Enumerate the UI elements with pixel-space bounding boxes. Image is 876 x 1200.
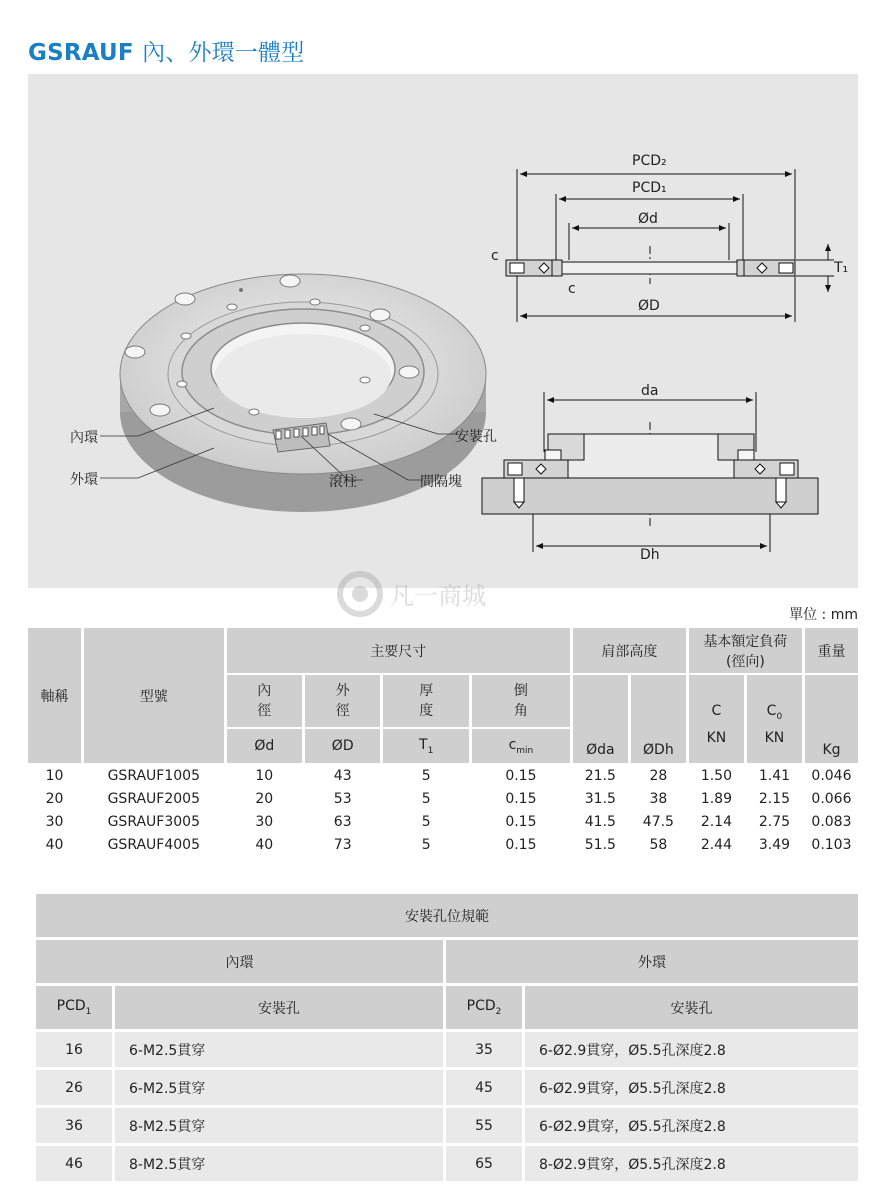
dim-c-inner: c bbox=[568, 281, 576, 297]
section-view-top bbox=[517, 169, 834, 322]
model-subtitle: 內、外環一體型 bbox=[142, 40, 305, 66]
unit-label: 單位 : mm bbox=[789, 607, 858, 623]
cell-kg: 0.046 bbox=[811, 767, 852, 784]
cell-D: 53 bbox=[333, 790, 352, 807]
header-sym-c-sub: min bbox=[516, 745, 534, 756]
header-sym-c-letter: c bbox=[508, 736, 517, 753]
cell-pcd2: 45 bbox=[446, 1070, 522, 1105]
cell-C: 1.89 bbox=[700, 790, 732, 807]
watermark-logo bbox=[330, 564, 560, 630]
cell-c: 0.15 bbox=[505, 767, 537, 784]
cell-outer-hole: 6-Ø2.9貫穿，Ø5.5孔深度2.8 bbox=[525, 1108, 858, 1143]
cell-d: 40 bbox=[255, 836, 274, 853]
header-C-symbol: C bbox=[711, 703, 722, 719]
header-model: 型號 bbox=[84, 628, 224, 763]
cell-pcd2: 55 bbox=[446, 1108, 522, 1143]
header-inner-char1: 內 bbox=[257, 683, 272, 699]
cell-model: GSRAUF1005 bbox=[107, 767, 200, 784]
table-row bbox=[28, 788, 858, 809]
dim-c-left: c bbox=[491, 248, 499, 264]
header-outer-char1: 外 bbox=[335, 683, 350, 699]
cell-d: 30 bbox=[255, 813, 274, 830]
header-pcd1 bbox=[36, 986, 112, 1029]
header-chamfer bbox=[472, 675, 570, 727]
cell-model: GSRAUF4005 bbox=[107, 836, 200, 853]
cell-dh: 38 bbox=[649, 790, 668, 807]
dim-d: Ød bbox=[638, 211, 658, 227]
cell-shaft: 20 bbox=[45, 790, 64, 807]
header-shoulder: 肩部高度 bbox=[573, 628, 686, 673]
header-outer-ring: 外環 bbox=[446, 940, 858, 983]
callout-roller: 滾柱 bbox=[329, 474, 357, 490]
dim-dh: Dh bbox=[640, 547, 660, 563]
spec-table bbox=[25, 626, 861, 857]
header-thickness bbox=[383, 675, 469, 727]
cell-outer-hole: 6-Ø2.9貫穿，Ø5.5孔深度2.8 bbox=[525, 1070, 858, 1105]
cell-D: 73 bbox=[333, 836, 352, 853]
table-row bbox=[28, 765, 858, 786]
hole-table-title: 安裝孔位規範 bbox=[36, 894, 858, 937]
model-name: GSRAUF bbox=[28, 40, 134, 66]
header-load-line2: (徑向) bbox=[725, 653, 765, 670]
cell-D: 43 bbox=[333, 767, 352, 784]
callout-inner-ring: 內環 bbox=[70, 430, 98, 446]
cell-da: 41.5 bbox=[584, 813, 616, 830]
header-sym-D: ØD bbox=[305, 729, 380, 763]
header-pcd2-text: PCD bbox=[466, 998, 496, 1015]
cell-C0: 1.41 bbox=[758, 767, 791, 784]
cell-model: GSRAUF3005 bbox=[107, 813, 200, 830]
header-pcd2 bbox=[446, 986, 522, 1029]
header-C0-letter: C bbox=[766, 703, 777, 719]
header-inner-char2: 徑 bbox=[257, 703, 272, 719]
header-C0-sub: 0 bbox=[776, 711, 783, 722]
header-shaft: 軸稱 bbox=[28, 628, 81, 763]
callout-outer-ring: 外環 bbox=[70, 472, 98, 488]
header-thick-char2: 度 bbox=[419, 703, 434, 719]
cell-c: 0.15 bbox=[505, 790, 537, 807]
header-sym-T-letter: T bbox=[419, 736, 428, 753]
header-weight: 重量 bbox=[805, 628, 858, 673]
cell-pcd1: 46 bbox=[36, 1146, 112, 1181]
header-C0-symbol bbox=[747, 692, 802, 730]
dim-pcd2: PCD₂ bbox=[632, 153, 667, 169]
cell-inner-hole: 6-M2.5貫穿 bbox=[115, 1032, 443, 1067]
cell-inner-hole: 8-M2.5貫穿 bbox=[115, 1146, 443, 1181]
header-load bbox=[689, 628, 802, 673]
header-pcd2-sub: 2 bbox=[495, 1006, 502, 1017]
cell-D: 63 bbox=[333, 813, 352, 830]
cell-model: GSRAUF2005 bbox=[107, 790, 200, 807]
cell-inner-hole: 6-M2.5貫穿 bbox=[115, 1070, 443, 1105]
cell-shaft: 30 bbox=[45, 813, 64, 830]
header-C-unit: KN bbox=[706, 730, 727, 746]
section-view-top-body bbox=[506, 260, 795, 276]
cell-T1: 5 bbox=[421, 790, 431, 807]
cell-kg: 0.066 bbox=[811, 790, 852, 807]
header-dh: ØDh bbox=[631, 675, 686, 763]
cell-kg: 0.083 bbox=[811, 813, 852, 830]
cell-kg: 0.103 bbox=[811, 836, 852, 853]
cell-dh: 58 bbox=[649, 836, 668, 853]
cell-outer-hole: 8-Ø2.9貫穿，Ø5.5孔深度2.8 bbox=[525, 1146, 858, 1181]
header-pcd1-text: PCD bbox=[56, 998, 86, 1015]
cell-C0: 2.75 bbox=[758, 813, 791, 830]
page-title bbox=[28, 34, 304, 67]
cell-T1: 5 bbox=[421, 767, 431, 784]
dim-D: ØD bbox=[638, 298, 660, 314]
callout-spacer: 間隔塊 bbox=[420, 474, 462, 490]
header-C0 bbox=[747, 675, 802, 763]
cell-dh: 28 bbox=[649, 767, 668, 784]
cell-pcd1: 16 bbox=[36, 1032, 112, 1067]
header-main-dims: 主要尺寸 bbox=[227, 628, 570, 673]
header-chamfer-char1: 倒 bbox=[513, 683, 528, 699]
cell-T1: 5 bbox=[421, 836, 431, 853]
header-inner-ring: 內環 bbox=[36, 940, 443, 983]
cell-C0: 2.15 bbox=[758, 790, 791, 807]
cell-shaft: 40 bbox=[45, 836, 64, 853]
cell-da: 51.5 bbox=[584, 836, 616, 853]
table-row bbox=[36, 1032, 858, 1067]
cell-c: 0.15 bbox=[505, 836, 537, 853]
header-sym-c bbox=[472, 729, 570, 763]
cell-shaft: 10 bbox=[45, 767, 64, 784]
bearing-figure bbox=[28, 74, 858, 588]
bearing-drawing bbox=[28, 74, 858, 588]
cell-pcd2: 35 bbox=[446, 1032, 522, 1067]
cell-dh: 47.5 bbox=[642, 813, 674, 830]
table-row bbox=[36, 1108, 858, 1143]
cell-T1: 5 bbox=[421, 813, 431, 830]
header-C bbox=[689, 675, 744, 763]
header-sym-d: Ød bbox=[227, 729, 302, 763]
mounting-hole-table bbox=[33, 891, 861, 1184]
cell-pcd1: 36 bbox=[36, 1108, 112, 1143]
cell-C: 2.44 bbox=[700, 836, 732, 853]
header-load-line1: 基本額定負荷 bbox=[703, 633, 788, 650]
header-inner-diameter bbox=[227, 675, 302, 727]
cell-outer-hole: 6-Ø2.9貫穿，Ø5.5孔深度2.8 bbox=[525, 1032, 858, 1067]
cell-c: 0.15 bbox=[505, 813, 537, 830]
cell-pcd1: 26 bbox=[36, 1070, 112, 1105]
table-row bbox=[36, 1070, 858, 1105]
cell-inner-hole: 8-M2.5貫穿 bbox=[115, 1108, 443, 1143]
cell-d: 10 bbox=[255, 767, 274, 784]
header-sym-T bbox=[383, 729, 469, 763]
header-da: Øda bbox=[573, 675, 628, 763]
table-row bbox=[36, 1146, 858, 1181]
header-kg: Kg bbox=[805, 675, 858, 763]
dim-t1: T₁ bbox=[834, 260, 849, 276]
dim-pcd1: PCD₁ bbox=[632, 180, 667, 196]
cell-d: 20 bbox=[255, 790, 274, 807]
header-thick-char1: 厚 bbox=[419, 683, 434, 699]
dim-da: da bbox=[641, 383, 659, 399]
header-sym-T-sub: 1 bbox=[427, 745, 434, 756]
cell-da: 31.5 bbox=[584, 790, 616, 807]
cell-pcd2: 65 bbox=[446, 1146, 522, 1181]
section-view-bottom-body bbox=[482, 434, 818, 514]
header-outer-char2: 徑 bbox=[335, 703, 350, 719]
header-inner-hole: 安裝孔 bbox=[115, 986, 443, 1029]
header-outer-hole: 安裝孔 bbox=[525, 986, 858, 1029]
watermark-text: 凡一商城 bbox=[390, 582, 486, 610]
header-outer-diameter bbox=[305, 675, 380, 727]
table-row bbox=[28, 834, 858, 855]
cell-C: 2.14 bbox=[700, 813, 732, 830]
cell-da: 21.5 bbox=[584, 767, 616, 784]
header-chamfer-char2: 角 bbox=[513, 703, 528, 719]
table-row bbox=[28, 811, 858, 832]
header-C0-unit: KN bbox=[764, 730, 785, 746]
header-pcd1-sub: 1 bbox=[85, 1006, 92, 1017]
cell-C: 1.50 bbox=[700, 767, 732, 784]
cell-C0: 3.49 bbox=[758, 836, 791, 853]
callout-mounting-hole: 安裝孔 bbox=[455, 429, 497, 445]
